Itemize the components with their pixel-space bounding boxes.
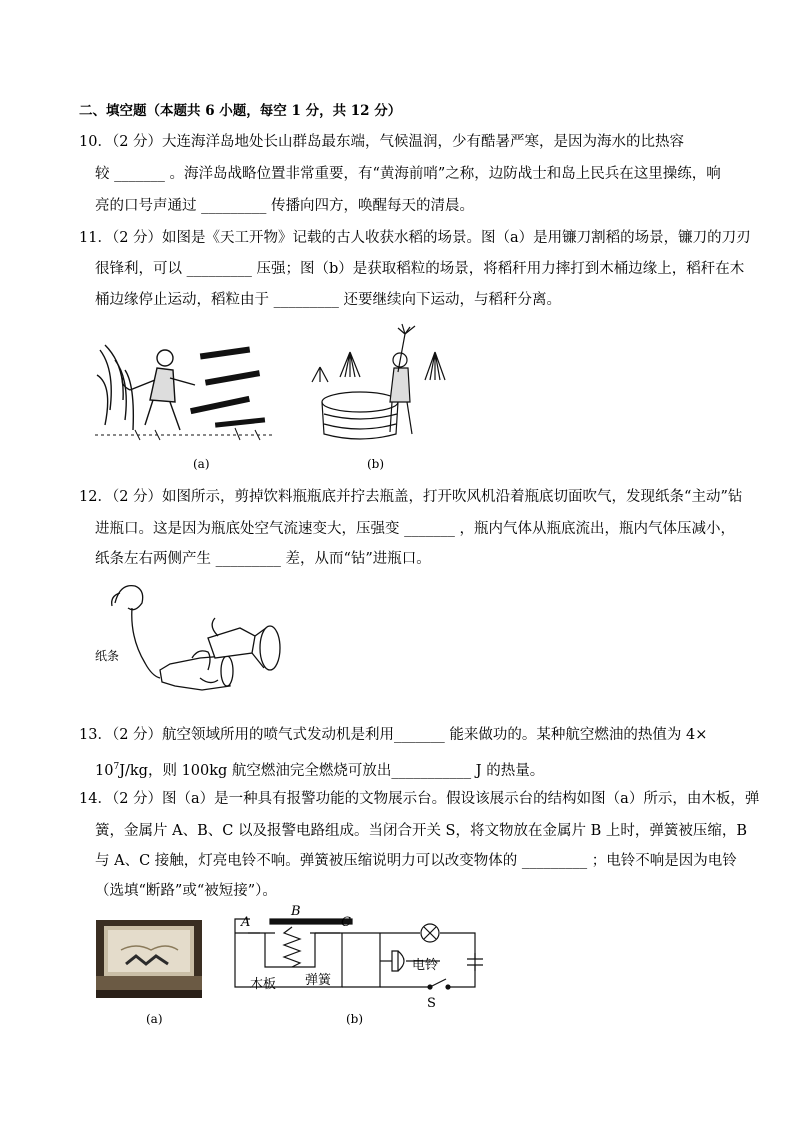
q13-exp-power: 7 [113, 762, 120, 772]
label-wood-board: 木板 [250, 977, 277, 992]
section-title: 二、填空题（本题共 6 小题，每空 1 分，共 12 分） [79, 103, 402, 119]
label-bell: 电铃 [412, 958, 439, 973]
q14-line-3: 与 A、C 接触，灯亮电铃不响。弹簧被压缩说明力可以改变物体的 _________ ；电铃不响是因为电铃 [95, 853, 737, 869]
q13-line-2 [95, 758, 544, 780]
label-c-plate: C [341, 915, 351, 930]
q12-line-3: 纸条左右两侧产生 _________ 差，从而“钻”进瓶口。 [95, 551, 431, 567]
q11-caption-b: (b) [367, 457, 385, 471]
q13-line-2-rest: J/kg，则 100kg 航空燃油完全燃烧可放出___________ J 的热量。 [119, 762, 545, 779]
q13-line-1: 13．（2 分）航空领域所用的喷气式发动机是利用_______ 能来做功的。某种航空燃油的热值为 4× [79, 727, 708, 743]
q14-line-4: （选填“断路”或“被短接”）。 [95, 883, 277, 899]
label-switch-s: S [427, 996, 436, 1011]
q10-line-2: 较 _______ 。海洋岛战略位置非常重要，有“黄海前哨”之称，边防战士和岛上民兵在这里操练，响 [95, 166, 721, 182]
label-spring: 弹簧 [305, 973, 332, 988]
alarm-circuit-diagram-b [230, 905, 490, 1010]
q10-line-1: 10．（2 分）大连海洋岛地处长山群岛最东端，气候温润，少有酷暑严寒，是因为海水的比热容 [79, 134, 685, 150]
q14-caption-a: (a) [146, 1012, 163, 1026]
rice-threshing-illustration-b [310, 322, 450, 444]
q11-line-3: 桶边缘停止运动，稻粒由于 _________ 还要继续向下运动，与稻秆分离。 [95, 292, 561, 308]
q14-line-1: 14．（2 分）图（a）是一种具有报警功能的文物展示台。假设该展示台的结构如图（a）所示，由木板，弹 [79, 791, 760, 807]
q10-line-3: 亮的口号声通过 _________ 传播向四方，唤醒每天的清晨。 [95, 198, 474, 214]
q14-line-2: 簧，金属片 A、B、C 以及报警电路组成。当闭合开关 S，将文物放在金属片 B 上时，弹簧被压缩，B [95, 823, 748, 839]
q13-exp-base: 10 [95, 762, 114, 779]
display-case-photo-a [96, 920, 202, 998]
q12-line-2: 进瓶口。这是因为瓶底处空气流速变大，压强变 _______ ，瓶内气体从瓶底流出，瓶内气体压减小， [95, 521, 735, 537]
q11-line-2: 很锋利，可以 _________ 压强；图（b）是获取稻粒的场景，将稻秆用力摔打到木桶边缘上，稻秆在木 [95, 261, 745, 277]
q11-line-1: 11．（2 分）如图是《天工开物》记载的古人收获水稻的场景。图（a）是用镰刀割稻的场景，镰刀的刀刃 [79, 230, 751, 246]
bottle-paper-strip-illustration [90, 578, 310, 698]
rice-harvest-illustration-a [95, 330, 275, 445]
label-a-plate: A [241, 915, 251, 930]
label-b-plate: B [291, 904, 301, 919]
q14-caption-b: (b) [346, 1012, 364, 1026]
q11-caption-a: (a) [193, 457, 210, 471]
paper-strip-label: 纸条 [95, 649, 120, 663]
q12-line-1: 12．（2 分）如图所示，剪掉饮料瓶瓶底并拧去瓶盖，打开吹风机沿着瓶底切面吹气，发现纸条“主动”钻 [79, 489, 743, 505]
